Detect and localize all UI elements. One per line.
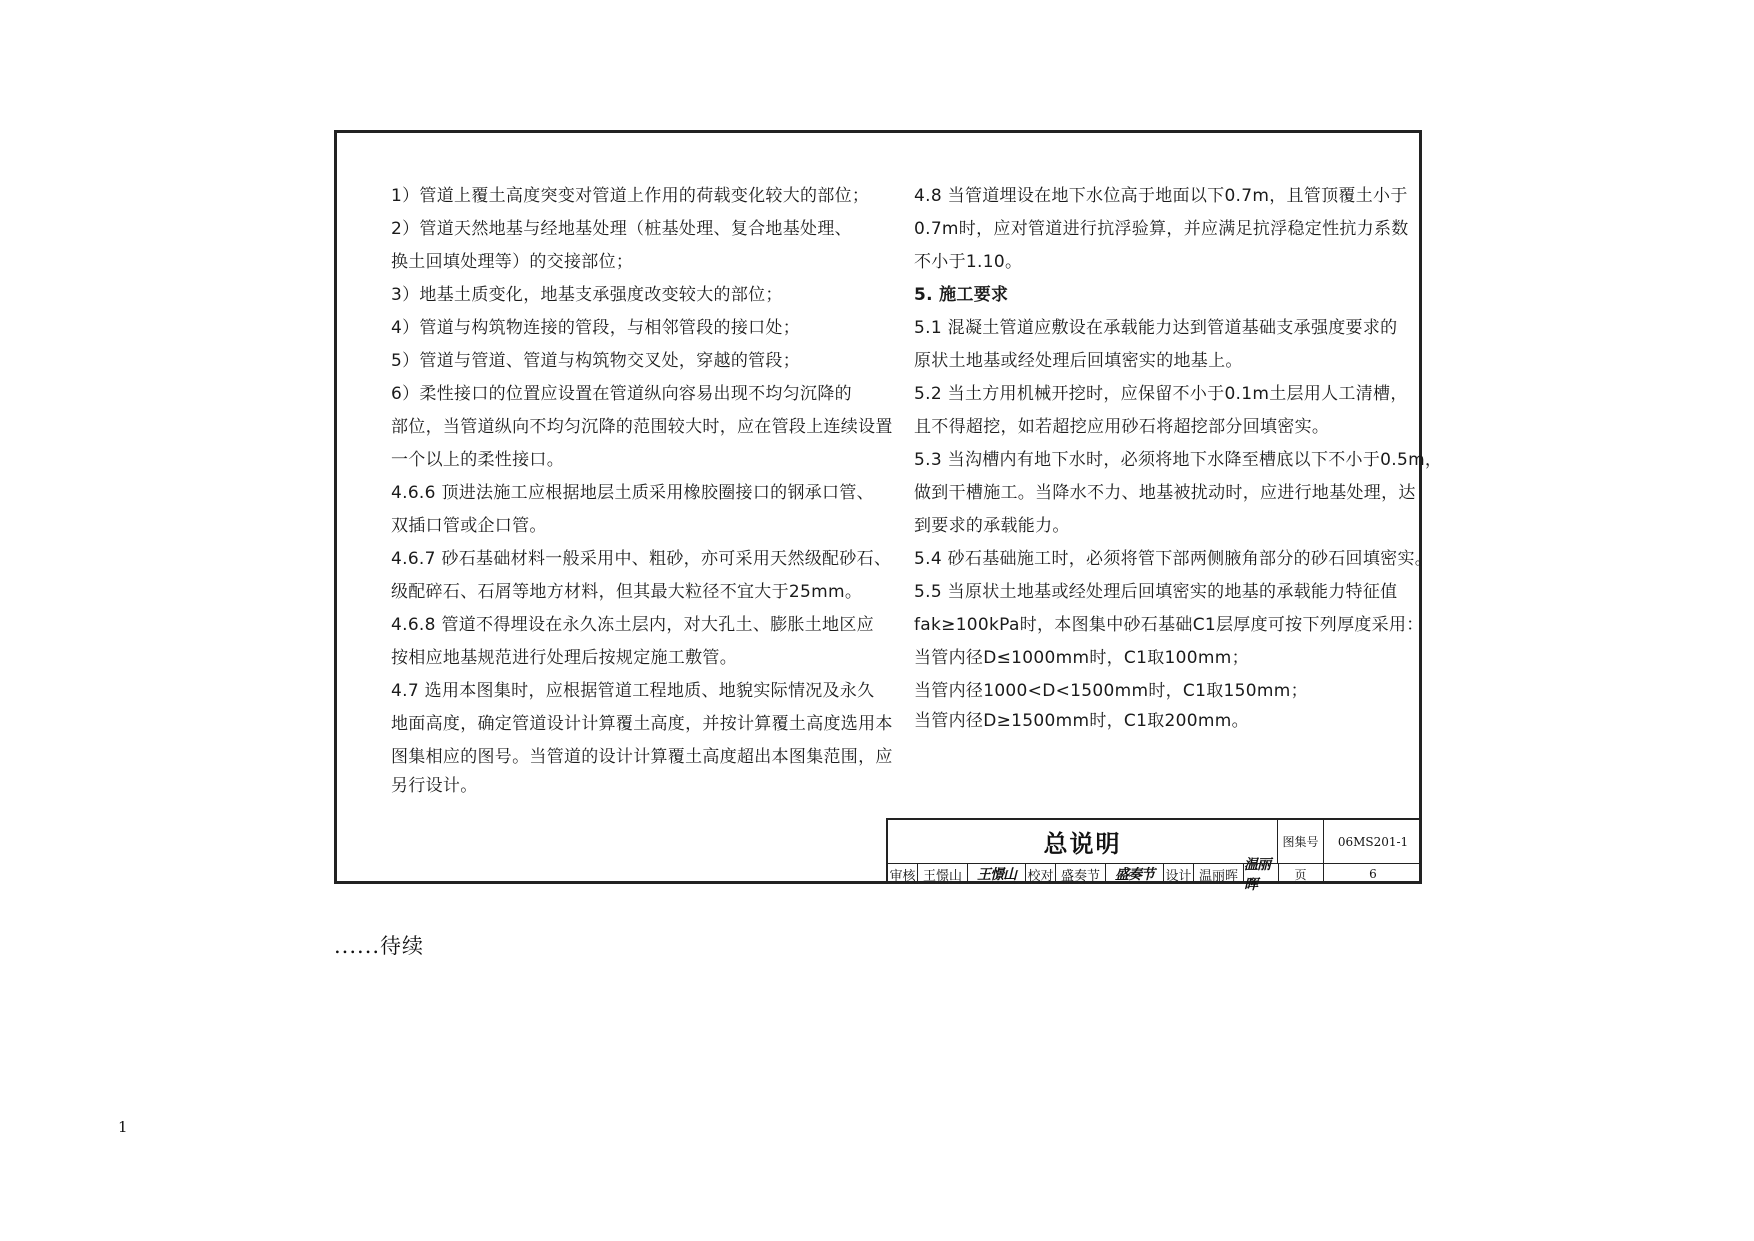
section-heading: 5. 施工要求 (914, 285, 1009, 305)
text-line: 5.2 当土方用机械开挖时，应保留不小于0.1m土层用人工清槽， (914, 384, 1408, 404)
design-name: 温丽晖 (1194, 864, 1244, 884)
design-label: 设计 (1164, 864, 1194, 884)
atlas-number-value: 06MS201-1 (1324, 820, 1422, 864)
text-line: 当管内径D≤1000mm时，C1取100mm； (914, 648, 1249, 668)
text-line: 当管内径D≥1500mm时，C1取200mm。 (914, 711, 1249, 731)
check-signature: 盛奏节 (1106, 864, 1164, 884)
text-line: 4.6.7 砂石基础材料一般采用中、粗砂，亦可采用天然级配砂石、 (391, 549, 892, 569)
page-number: 1 (118, 1118, 128, 1136)
text-line: 当管内径1000<D<1500mm时，C1取150mm； (914, 681, 1308, 701)
text-line: fak≥100kPa时，本图集中砂石基础C1层厚度可按下列厚度采用： (914, 615, 1424, 635)
text-line: 一个以上的柔性接口。 (391, 450, 564, 470)
text-line: 4）管道与构筑物连接的管段，与相邻管段的接口处； (391, 318, 801, 338)
check-name: 盛奏节 (1056, 864, 1106, 884)
design-signature: 温丽晖 (1244, 857, 1270, 893)
text-line: 5.4 砂石基础施工时，必须将管下部两侧腋角部分的砂石回填密实。 (914, 549, 1433, 569)
text-line: 另行设计。 (391, 776, 478, 796)
text-line: 地面高度，确定管道设计计算覆土高度，并按计算覆土高度选用本 (391, 714, 893, 734)
text-line: 5.5 当原状土地基或经处理后回填密实的地基的承载能力特征值 (914, 582, 1398, 602)
text-line: 级配碎石、石屑等地方材料，但其最大粒径不宜大于25mm。 (391, 582, 863, 602)
text-line: 做到干槽施工。当降水不力、地基被扰动时，应进行地基处理，达 (914, 483, 1416, 503)
continued-note: ......待续 (334, 934, 425, 958)
text-line: 3）地基土质变化，地基支承强度改变较大的部位； (391, 285, 783, 305)
text-line: 图集相应的图号。当管道的设计计算覆土高度超出本图集范围，应 (391, 747, 893, 767)
atlas-number-label: 图集号 (1278, 820, 1324, 864)
review-signature: 王憬山 (968, 864, 1026, 884)
text-line: 原状土地基或经处理后回填密实的地基上。 (914, 351, 1243, 371)
page-value: 6 (1369, 867, 1377, 881)
text-line: 5.1 混凝土管道应敷设在承载能力达到管道基础支承强度要求的 (914, 318, 1398, 338)
text-line: 5）管道与管道、管道与构筑物交叉处，穿越的管段； (391, 351, 801, 371)
text-line: 部位，当管道纵向不均匀沉降的范围较大时，应在管段上连续设置 (391, 417, 893, 437)
text-line: 4.6.8 管道不得埋设在永久冻土层内，对大孔土、膨胀土地区应 (391, 615, 874, 635)
review-name: 王憬山 (918, 864, 968, 884)
text-line: 4.8 当管道埋设在地下水位高于地面以下0.7m，且管顶覆土小于 (914, 186, 1408, 206)
text-line: 5.3 当沟槽内有地下水时，必须将地下水降至槽底以下不小于0.5m， (914, 450, 1443, 470)
drawing-title: 总说明 (888, 820, 1278, 864)
drawing-sheet (334, 130, 1443, 893)
page-label: 页 (1278, 864, 1324, 884)
text-line: 4.6.6 顶进法施工应根据地层土质采用橡胶圈接口的钢承口管、 (391, 483, 874, 503)
text-line: 按相应地基规范进行处理后按规定施工敷管。 (391, 648, 737, 668)
text-line: 且不得超挖，如若超挖应用砂石将超挖部分回填密实。 (914, 417, 1330, 437)
text-line: 2）管道天然地基与经地基处理（桩基处理、复合地基处理、 (391, 219, 852, 239)
text-line: 不小于1.10。 (914, 252, 1023, 272)
text-line: 6）柔性接口的位置应设置在管道纵向容易出现不均匀沉降的 (391, 384, 852, 404)
review-label: 审核 (888, 864, 918, 884)
title-block (886, 818, 1422, 893)
text-line: 换土回填处理等）的交接部位； (391, 252, 634, 272)
text-line: 到要求的承载能力。 (914, 516, 1070, 536)
check-label: 校对 (1026, 864, 1056, 884)
signature-row (888, 857, 1279, 893)
text-line: 0.7m时，应对管道进行抗浮验算，并应满足抗浮稳定性抗力系数 (914, 219, 1409, 239)
text-line: 1）管道上覆土高度突变对管道上作用的荷载变化较大的部位； (391, 186, 870, 206)
text-line: 双插口管或企口管。 (391, 516, 547, 536)
text-line: 4.7 选用本图集时，应根据管道工程地质、地貌实际情况及永久 (391, 681, 875, 701)
